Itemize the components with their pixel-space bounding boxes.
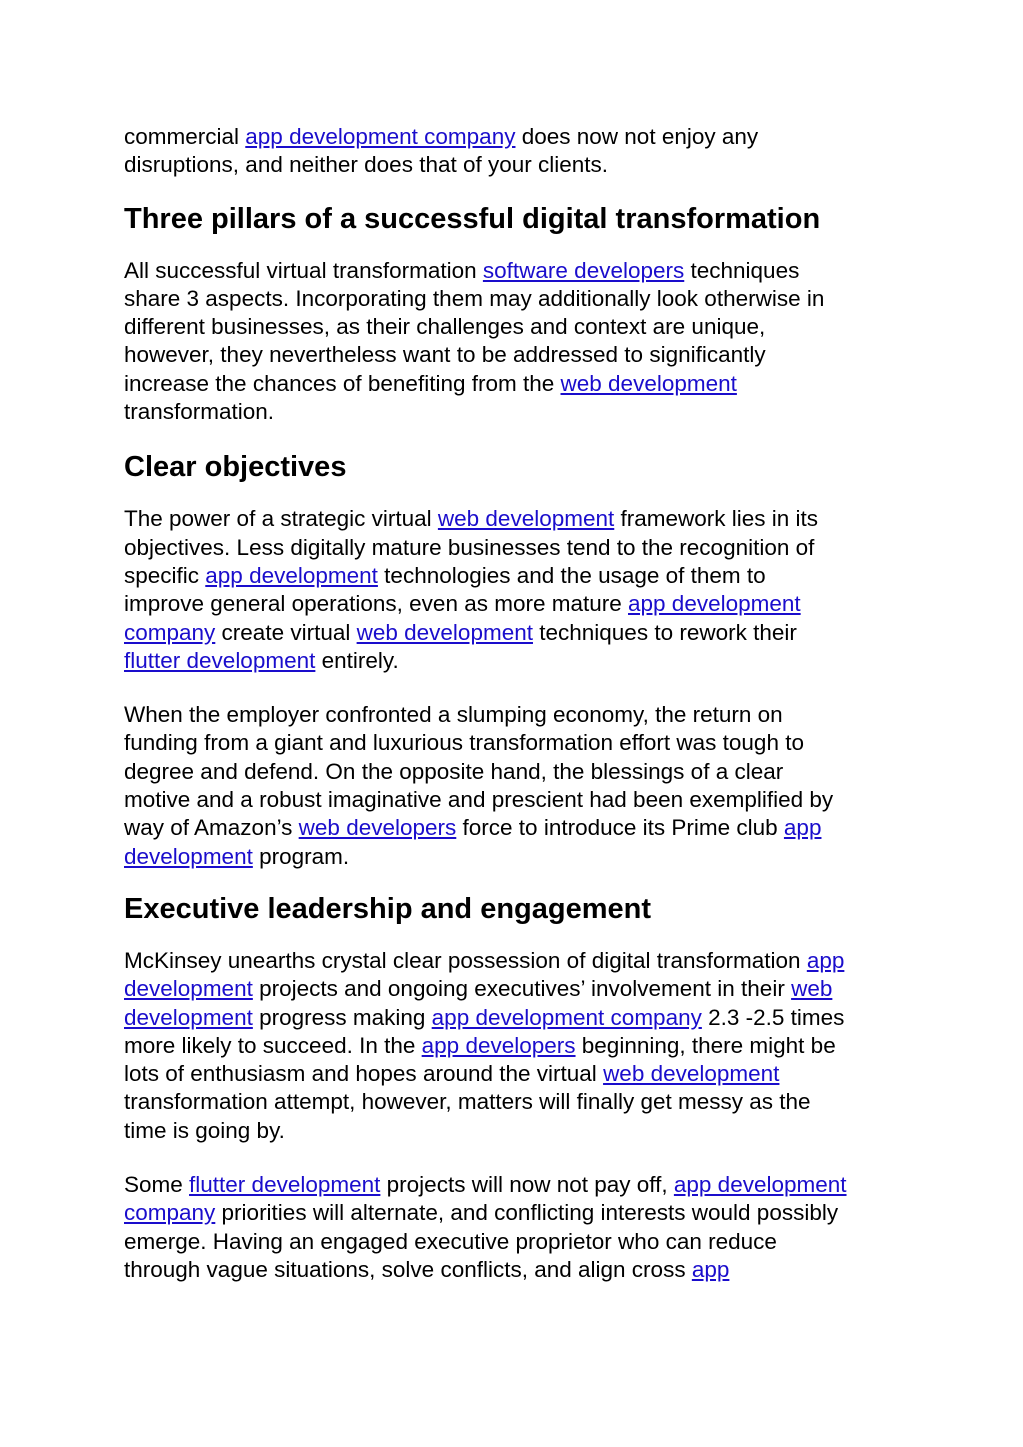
document-page bbox=[124, 123, 904, 1284]
text-line bbox=[124, 1228, 904, 1256]
text-run: program. bbox=[252, 843, 350, 869]
text-run: different businesses, as their challenges and context are unique, bbox=[124, 314, 766, 340]
text-line bbox=[124, 313, 904, 341]
hyperlink[interactable]: web developers bbox=[298, 815, 457, 841]
text-line bbox=[124, 257, 904, 285]
text-line bbox=[124, 562, 904, 590]
paragraph bbox=[124, 701, 904, 871]
text-line bbox=[124, 534, 904, 562]
text-line bbox=[124, 843, 904, 871]
text-run: however, they nevertheless want to be addressed to significantly bbox=[124, 342, 766, 368]
text-line bbox=[124, 1199, 904, 1227]
text-run: All successful virtual transformation bbox=[124, 257, 483, 283]
text-line bbox=[124, 1032, 904, 1060]
hyperlink[interactable]: flutter development bbox=[189, 1172, 381, 1198]
text-line bbox=[124, 151, 904, 179]
hyperlink[interactable]: app bbox=[691, 1256, 730, 1282]
hyperlink[interactable]: flutter development bbox=[124, 647, 316, 673]
text-run: techniques to rework their bbox=[532, 619, 797, 645]
hyperlink[interactable]: development bbox=[124, 1004, 253, 1030]
text-line bbox=[124, 1171, 904, 1199]
hyperlink[interactable]: app development bbox=[673, 1172, 847, 1198]
text-run: technologies and the usage of them to bbox=[377, 562, 766, 588]
text-run: objectives. Less digitally mature businesses tend to the recognition of bbox=[124, 534, 815, 560]
text-run: through vague situations, solve conflicts, and align cross bbox=[124, 1256, 692, 1282]
paragraph bbox=[124, 505, 904, 675]
text-line bbox=[124, 729, 904, 757]
text-line bbox=[124, 1060, 904, 1088]
text-line bbox=[124, 701, 904, 729]
hyperlink[interactable]: app development company bbox=[245, 124, 516, 149]
section-heading: Clear objectives bbox=[124, 451, 347, 484]
text-run: increase the chances of benefiting from the bbox=[124, 370, 561, 396]
paragraph bbox=[124, 1171, 904, 1284]
text-line bbox=[124, 341, 904, 369]
text-run: funding from a giant and luxurious transformation effort was tough to bbox=[124, 730, 804, 756]
text-line bbox=[124, 123, 904, 151]
text-run: priorities will alternate, and conflicting interests would possibly bbox=[215, 1200, 839, 1226]
text-run: beginning, there might be bbox=[575, 1032, 836, 1058]
text-run: time is going by. bbox=[124, 1117, 285, 1143]
text-run: projects will now not pay off, bbox=[380, 1172, 674, 1198]
text-run: progress making bbox=[252, 1004, 432, 1030]
text-line bbox=[124, 285, 904, 313]
hyperlink[interactable]: company bbox=[124, 1200, 216, 1226]
text-line bbox=[124, 758, 904, 786]
hyperlink[interactable]: app development bbox=[205, 562, 378, 588]
text-run: specific bbox=[124, 562, 206, 588]
text-run: does now not enjoy any bbox=[515, 124, 759, 149]
text-run: transformation attempt, however, matters will finally get messy as the bbox=[124, 1089, 811, 1115]
text-run: motive and a robust imaginative and prescient had been exemplified by bbox=[124, 787, 834, 813]
text-line bbox=[124, 398, 904, 426]
text-run: 2.3 -2.5 times bbox=[701, 1004, 845, 1030]
hyperlink[interactable]: app development company bbox=[431, 1004, 702, 1030]
hyperlink[interactable]: web development bbox=[560, 370, 737, 396]
text-line bbox=[124, 619, 904, 647]
text-line bbox=[124, 1088, 904, 1116]
text-run: lots of enthusiasm and hopes around the virtual bbox=[124, 1061, 604, 1087]
text-run: emerge. Having an engaged executive proprietor who can reduce bbox=[124, 1228, 777, 1254]
section-heading: Executive leadership and engagement bbox=[124, 892, 652, 925]
text-run: framework lies in its bbox=[614, 506, 819, 532]
text-run: create virtual bbox=[215, 619, 357, 645]
text-line bbox=[124, 947, 904, 975]
text-run: entirely. bbox=[315, 647, 399, 673]
text-run: force to introduce its Prime club bbox=[456, 815, 784, 841]
text-run: more likely to succeed. In the bbox=[124, 1032, 422, 1058]
text-line bbox=[124, 975, 904, 1003]
hyperlink[interactable]: web development bbox=[603, 1061, 780, 1087]
text-run: way of Amazon’s bbox=[124, 815, 299, 841]
text-run: commercial bbox=[124, 124, 246, 149]
text-line bbox=[124, 370, 904, 398]
hyperlink[interactable]: web bbox=[791, 976, 833, 1002]
hyperlink[interactable]: development bbox=[124, 843, 253, 869]
hyperlink[interactable]: software developers bbox=[482, 257, 685, 283]
text-run: share 3 aspects. Incorporating them may additionally look otherwise in bbox=[124, 285, 825, 311]
text-run: techniques bbox=[684, 257, 800, 283]
text-line bbox=[124, 786, 904, 814]
paragraph bbox=[124, 123, 904, 180]
paragraph bbox=[124, 257, 904, 427]
text-line bbox=[124, 590, 904, 618]
text-line bbox=[124, 1004, 904, 1032]
hyperlink[interactable]: app developers bbox=[421, 1032, 576, 1058]
text-run: transformation. bbox=[124, 399, 275, 425]
paragraph bbox=[124, 947, 904, 1145]
hyperlink[interactable]: app bbox=[806, 947, 845, 973]
text-run: The power of a strategic virtual bbox=[124, 506, 438, 532]
text-line bbox=[124, 647, 904, 675]
text-line bbox=[124, 505, 904, 533]
text-run: Some bbox=[124, 1172, 190, 1198]
section-heading: Three pillars of a successful digital transformation bbox=[124, 202, 821, 235]
text-run: disruptions, and neither does that of your clients. bbox=[124, 152, 609, 178]
text-line bbox=[124, 814, 904, 842]
hyperlink[interactable]: web development bbox=[356, 619, 533, 645]
hyperlink[interactable]: app bbox=[783, 815, 822, 841]
hyperlink[interactable]: web development bbox=[437, 506, 615, 532]
text-run: When the employer confronted a slumping economy, the return on bbox=[124, 702, 783, 728]
hyperlink[interactable]: app development bbox=[628, 591, 801, 617]
hyperlink[interactable]: development bbox=[124, 976, 253, 1002]
hyperlink[interactable]: company bbox=[124, 619, 216, 645]
text-run: projects and ongoing executives’ involvement in their bbox=[252, 976, 792, 1002]
text-run: degree and defend. On the opposite hand, the blessings of a clear bbox=[124, 758, 784, 784]
text-line bbox=[124, 1117, 904, 1145]
text-line bbox=[124, 1256, 904, 1284]
text-run: improve general operations, even as more mature bbox=[124, 591, 629, 617]
text-run: McKinsey unearths crystal clear possession of digital transformation bbox=[124, 947, 807, 973]
